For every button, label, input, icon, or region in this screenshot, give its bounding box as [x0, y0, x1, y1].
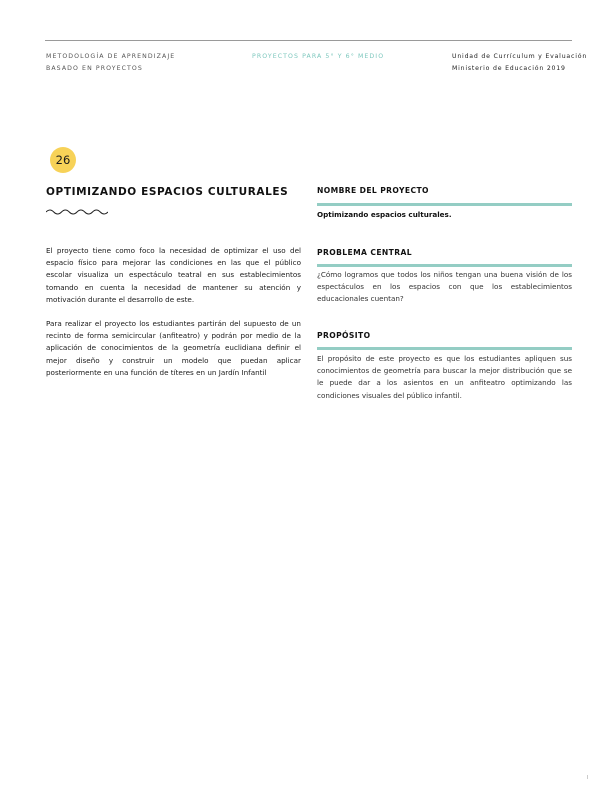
header-methodology-sub: BASADO EN PROYECTOS [46, 65, 143, 72]
header-methodology: METODOLOGÍA DE APRENDIZAJE [46, 53, 176, 60]
section-text-purpose: El propósito de este proyecto es que los estudiantes apliquen sus conocimientos de geometría para buscar la mejor distribución que se le puede dar a los asientos en un anfiteatro optimizando las condiciones visuales del público infantil. [317, 354, 572, 400]
section-label-central-problem: PROBLEMA CENTRAL [317, 248, 413, 257]
page-title: OPTIMIZANDO ESPACIOS CULTURALES [46, 186, 289, 198]
section-text-project-name: Optimizando espacios culturales. [317, 210, 452, 219]
page-number-badge: 26 [50, 147, 76, 173]
page-edge-mark [587, 775, 588, 779]
header-unit: Unidad de Currículum y Evaluación [452, 53, 588, 60]
header-center: PROYECTOS PARA 5° Y 6° MEDIO [252, 53, 385, 60]
header-right [452, 51, 587, 75]
body-paragraph-2: Para realizar el proyecto los estudiantes partirán del supuesto de un recinto de forma semicircular (anfiteatro) y podrán por medio de la aplicación de conocimientos de la geometría euclidiana definir el mejor diseño y construir un modelo que puedan aplicar posteriormente en una función de títeres en un Jardín Infantil [46, 319, 301, 377]
header-left [46, 51, 175, 75]
body-paragraph-1: El proyecto tiene como foco la necesidad de optimizar el uso del espacio físico para mejorar las condiciones en las que el público escolar visualiza un espectáculo teatral en sus establecimientos tomando en cuenta la necesidad de mantener su atención y motivación durante el desarrollo de este. [46, 246, 301, 304]
section-bar-purpose [317, 347, 572, 350]
section-bar-central-problem [317, 264, 572, 267]
wave-divider-icon [46, 208, 108, 216]
section-label-purpose: PROPÓSITO [317, 331, 371, 340]
header-ministry: Ministerio de Educación 2019 [452, 65, 566, 72]
header-rule [45, 40, 572, 41]
section-label-project-name: NOMBRE DEL PROYECTO [317, 186, 429, 195]
section-bar-project-name [317, 203, 572, 206]
section-text-central-problem: ¿Cómo logramos que todos los niños tengan una buena visión de los espectáculos en los espacios con que los establecimientos educacionales cuentan? [317, 270, 572, 304]
